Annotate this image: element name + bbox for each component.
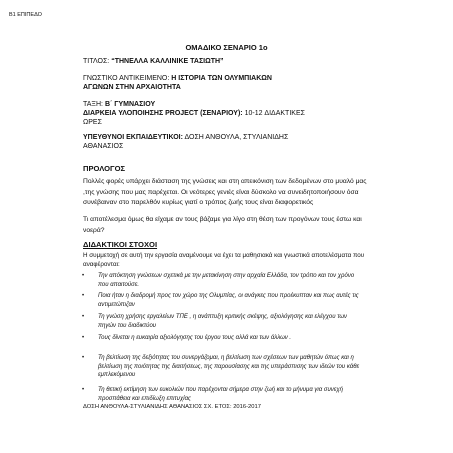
bullet-icon: • (82, 387, 85, 393)
list-item: • Ποια ήταν η διαδρομή προς τον χώρο της Ολυμπίας, οι ανάγκες που προέκυπταν και πως αυτές τις αντιμετώπιζαν (82, 293, 359, 308)
diarkeia-line-1 (83, 110, 305, 117)
list-item: • Τους δίνεται η ευκαιρία αξιολόγησης του έργου τους αλλά και των άλλων . (82, 335, 292, 341)
ypeythinoi-value-2: ΑΘΑΝΑΣΙΟΣ (83, 143, 124, 150)
bullet-icon: • (82, 314, 85, 320)
taxi-line (83, 101, 155, 108)
bullet-icon: • (82, 355, 85, 361)
taxi-value: Β΄ ΓΥΜΝΑΣΙΟΥ (104, 101, 156, 108)
titlos-line (83, 58, 224, 65)
diarkeia-label: ΔΙΑΡΚΕΙΑ ΥΛΟΠΟΙΗΣΗΣ PROJECT (ΣΕΝΑΡΙΟΥ): (83, 110, 243, 117)
page-footer: ΔΟΣΗ ΑΝΘΟΥΛΑ-ΣΤΥΛΙΑΝΙΔΗΣ ΑΘΑΝΑΣΙΟΣ ΣΧ. ΕΤΟΣ: 2016-2017 (83, 404, 261, 410)
taxi-label: ΤΑΞΗ: (83, 101, 103, 108)
list-item: • Τη γνώση χρήσης εργαλείων ΤΠΕ , η ανάπτυξη κριτικής σκέψης, αξιολόγησης και ελέγχου των πηγών του διαδικτύου (82, 314, 348, 329)
gnostiko-value-1: Η ΙΣΤΟΡΙΑ ΤΩΝ ΟΛΥΜΠΙΑΚΩΝ (171, 75, 272, 82)
list-item: • Την απόκτηση γνώσεων σχετικά με την μετακίνηση στην αρχαία Ελλάδα, τον τρόπο και τον χρόνο που απαιτούσε. (82, 273, 355, 288)
diarkeia-value-2: ΩΡΕΣ (83, 119, 102, 126)
diarkeia-value-1: 10-12 ΔΙΔΑΚΤΙΚΕΣ (244, 110, 305, 117)
list-item: • Τη θετική εκτίμηση των ευκολιών που παρέχονται σήμερα στην ζωή και το μήνυμα για συνεχή προσπάθεια και επιδίωξη επιτυχίας (82, 387, 344, 402)
ypeythinoi-label: ΥΠΕΥΘΥΝΟΙ ΕΚΠΑΙΔΕΥΤΙΚΟΙ: (83, 134, 183, 141)
titlos-value: “ΤΗΝΕΛΛΑ ΚΑΛΛΙΝΙΚΕ ΤΑΣΙΩΤΗ” (111, 58, 224, 65)
prologos-paragraph: Πολλές φορές υπάρχει διάσταση της γνώσεις και στη απεικόνιση των δεδομένων στο μυαλό μας ,της γνώσης που μας παρέχεται. Οι νεότερες γενιές είναι δύσκολο να συνειδητοποιήσουν όσα συνέβαιναν στο παρελθόν κυρίως γιατί ο τρόπος ζωής τους είναι διαφορετικός (83, 178, 367, 206)
bullet-icon: • (82, 293, 85, 299)
ypeythinoi-line-1 (83, 134, 288, 141)
gnostiko-value-2: ΑΓΩΝΩΝ ΣΤΗΝ ΑΡΧΑΙΟΤΗΤΑ (83, 84, 181, 91)
gnostiko-line-1 (83, 75, 272, 82)
stoxoi-heading: ΔΙΔΑΚΤΙΚΟΙ ΣΤΟΧΟΙ (83, 240, 158, 249)
header-code: Β1 ΕΠΙΠΕΔΟ (9, 12, 42, 18)
ypeythinoi-value-1: ΔΟΣΗ ΑΝΘΟΥΛΑ, ΣΤΥΛΙΑΝΙΔΗΣ (184, 134, 289, 141)
stoxoi-intro: Η συμμετοχή σε αυτή την εργασία αναμένουμε να έχει τα μαθησιακά και γνωστικά αποτελέσματα που αναφέρονται: (83, 252, 365, 268)
question-paragraph: Τι αποτέλεσμα όμως θα είχαμε αν τους βάζαμε για λίγο στη θέση των προγόνων τους έστω και νοερά? (83, 216, 362, 234)
prologos-heading: ΠΡΟΛΟΓΟΣ (83, 164, 126, 173)
gnostiko-label: ΓΝΩΣΤΙΚΟ ΑΝΤΙΚΕΙΜΕΝΟ: (83, 75, 170, 82)
bullet-icon: • (82, 273, 85, 279)
page-title: ΟΜΑΔΙΚΟ ΣΕΝΑΡΙΟ 1ο (185, 43, 268, 52)
list-item: • Τη βελτίωση της δεξιότητας του συνεργάζομαι, η βελτίωση των σχέσεων των μαθητών όπως και η βελτίωση της ποιότητας της διαιτήσεως, της παρουσίασης και της υπεράσπισης των ιδεών του κάθε εμπλεκόμενου (82, 355, 360, 379)
bullet-icon: • (82, 335, 85, 341)
titlos-label: ΤΙΤΛΟΣ: (83, 58, 110, 65)
